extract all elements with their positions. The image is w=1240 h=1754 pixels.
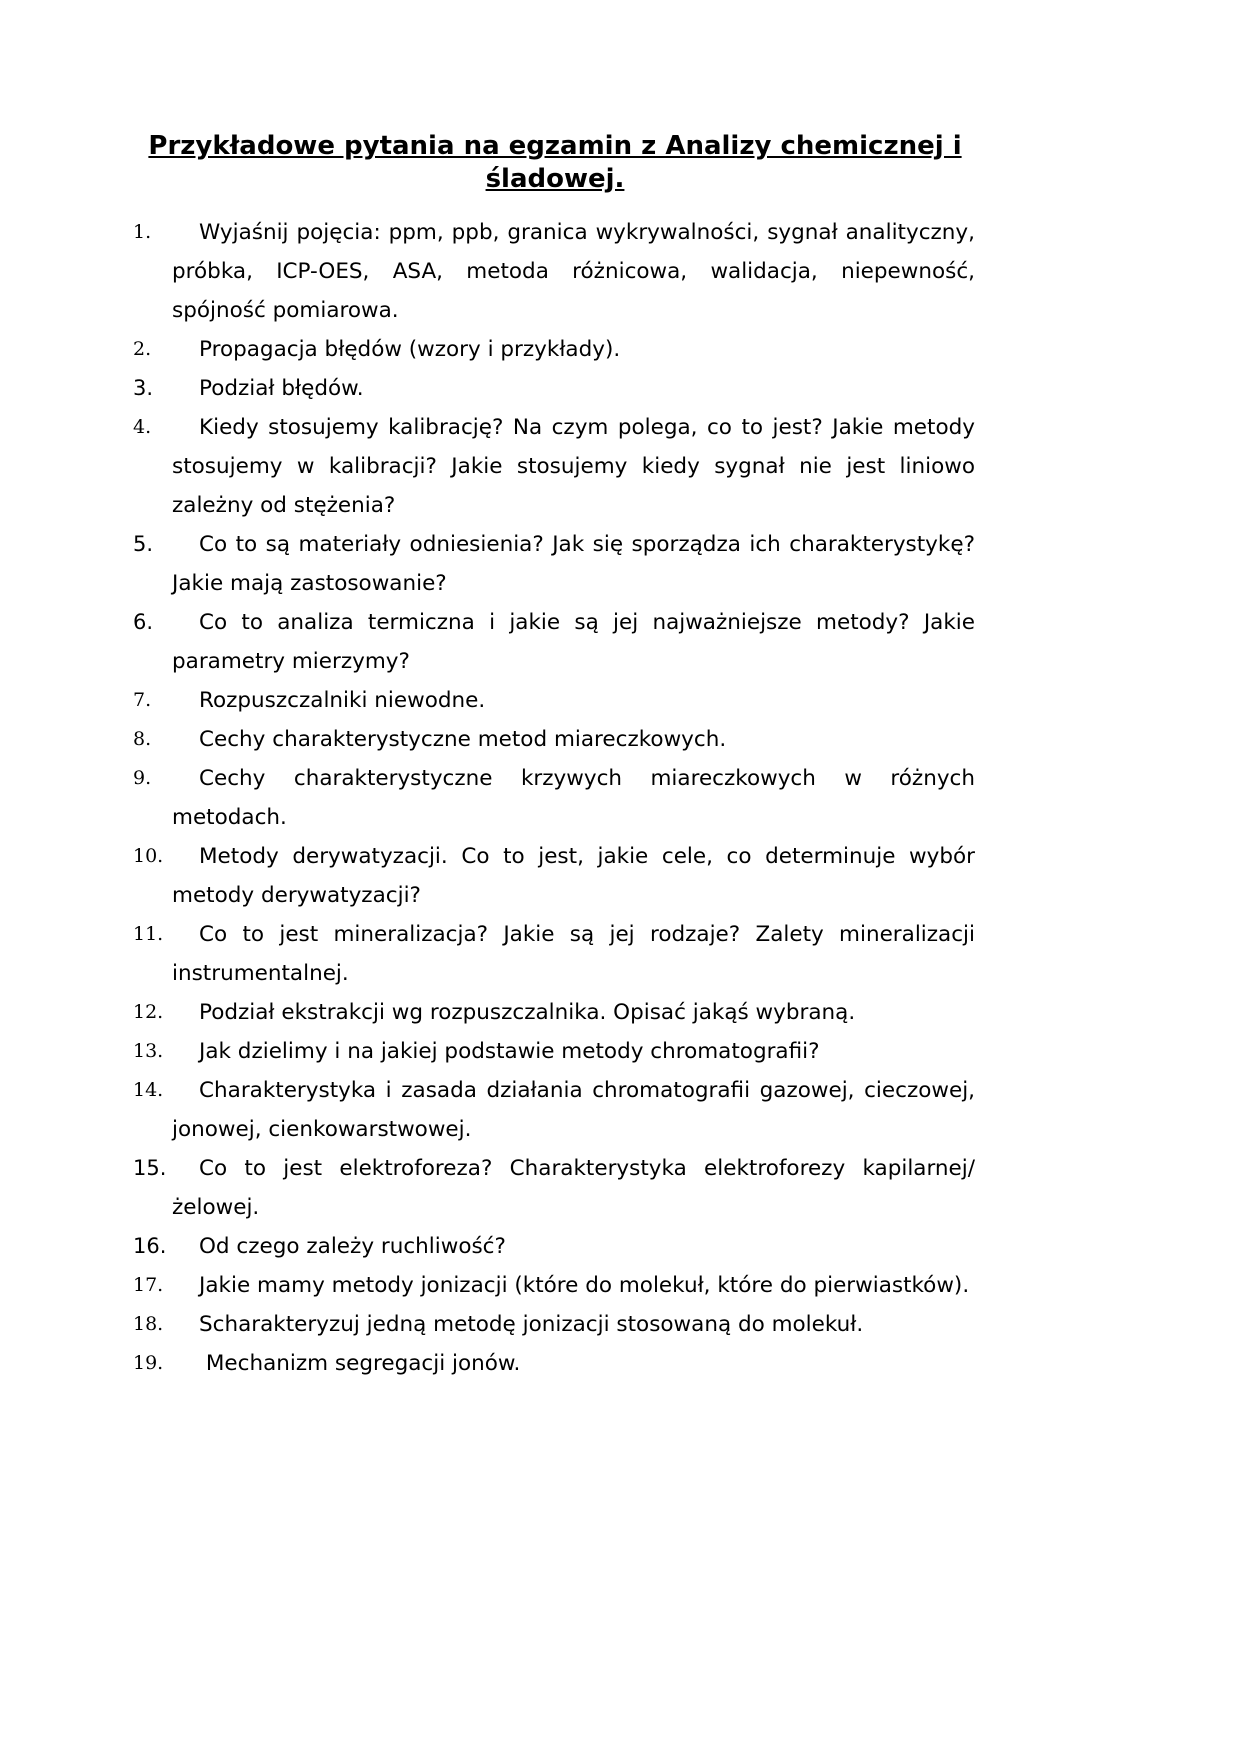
- item-text: Cechy charakterystyczne metod miareczkowych.: [199, 727, 727, 752]
- item-text: Jakie mamy metody jonizacji (które do molekuł, które do pierwiastków).: [199, 1273, 970, 1298]
- item-number: 5.: [133, 532, 154, 556]
- item-number: 16.: [133, 1234, 167, 1258]
- list-item: [133, 369, 975, 408]
- list-item: [133, 1071, 975, 1149]
- item-number: 9.: [133, 767, 152, 789]
- list-item: [133, 1266, 975, 1305]
- list-item: [133, 720, 975, 759]
- item-number: 18.: [133, 1313, 164, 1335]
- item-number: 12.: [133, 1001, 164, 1023]
- list-item: [133, 408, 975, 525]
- item-number: 11.: [133, 923, 164, 945]
- item-number: 1.: [133, 221, 152, 243]
- item-text: Metody derywatyzacji. Co to jest, jakie cele, co determinuje wybór metody derywatyzacji?: [172, 844, 975, 908]
- item-text: Co to analiza termiczna i jakie są jej najważniejsze metody? Jakie parametry mierzymy?: [172, 610, 975, 674]
- question-list: [133, 213, 975, 1383]
- item-text: Co to jest mineralizacja? Jakie są jej rodzaje? Zalety mineralizacji instrumentalnej.: [172, 922, 975, 986]
- item-text: Charakterystyka i zasada działania chromatografii gazowej, cieczowej, jonowej, cienkowarstwowej.: [172, 1078, 975, 1142]
- item-number: 2.: [133, 338, 152, 360]
- list-item: [133, 1149, 975, 1227]
- item-number: 15.: [133, 1156, 167, 1180]
- list-item: [133, 837, 975, 915]
- list-item: [133, 915, 975, 993]
- item-text: Podział ekstrakcji wg rozpuszczalnika. Opisać jakąś wybraną.: [199, 1000, 856, 1025]
- item-text: Mechanizm segregacji jonów.: [199, 1351, 521, 1376]
- item-number: 17.: [133, 1274, 164, 1296]
- item-number: 7.: [133, 689, 152, 711]
- document-title: Przykładowe pytania na egzamin z Analizy chemicznej i śladowej.: [148, 131, 962, 194]
- list-item: [133, 525, 975, 603]
- item-number: 13.: [133, 1040, 164, 1062]
- list-item: [133, 1032, 975, 1071]
- list-item: [133, 213, 975, 330]
- item-text: Propagacja błędów (wzory i przykłady).: [199, 337, 621, 362]
- list-item: [133, 603, 975, 681]
- item-text: Od czego zależy ruchliwość?: [199, 1234, 506, 1259]
- item-text: Cechy charakterystyczne krzywych miareczkowych w różnych metodach.: [172, 766, 975, 830]
- item-text: Kiedy stosujemy kalibrację? Na czym polega, co to jest? Jakie metody stosujemy w kalibracji? Jakie stosujemy kiedy sygnał nie jest liniowo zależny od stężenia?: [172, 415, 975, 518]
- list-item: [133, 759, 975, 837]
- item-number: 14.: [133, 1079, 164, 1101]
- item-text: Co to jest elektroforeza? Charakterystyka elektroforezy kapilarnej/żelowej.: [172, 1156, 975, 1220]
- list-item: [133, 993, 975, 1032]
- list-item: [133, 1305, 975, 1344]
- list-item: [133, 681, 975, 720]
- item-text: Rozpuszczalniki niewodne.: [199, 688, 486, 713]
- item-text: Wyjaśnij pojęcia: ppm, ppb, granica wykrywalności, sygnał analityczny, próbka, ICP-OES, ASA, metoda różnicowa, walidacja, niepewność, spójność pomiarowa.: [172, 220, 975, 323]
- item-number: 19.: [133, 1352, 164, 1374]
- item-number: 10.: [133, 845, 164, 867]
- item-number: 8.: [133, 728, 152, 750]
- item-text: Podział błędów.: [199, 376, 364, 401]
- item-number: 6.: [133, 610, 154, 634]
- item-number: 4.: [133, 416, 152, 438]
- item-text: Scharakteryzuj jedną metodę jonizacji stosowaną do molekuł.: [199, 1312, 864, 1337]
- list-item: [133, 330, 975, 369]
- list-item: [133, 1227, 975, 1266]
- item-text: Co to są materiały odniesienia? Jak się sporządza ich charakterystykę? Jakie mają zastosowanie?: [172, 532, 975, 596]
- item-number: 3.: [133, 376, 154, 400]
- item-text: Jak dzielimy i na jakiej podstawie metody chromatografii?: [199, 1039, 820, 1064]
- list-item: [133, 1344, 975, 1383]
